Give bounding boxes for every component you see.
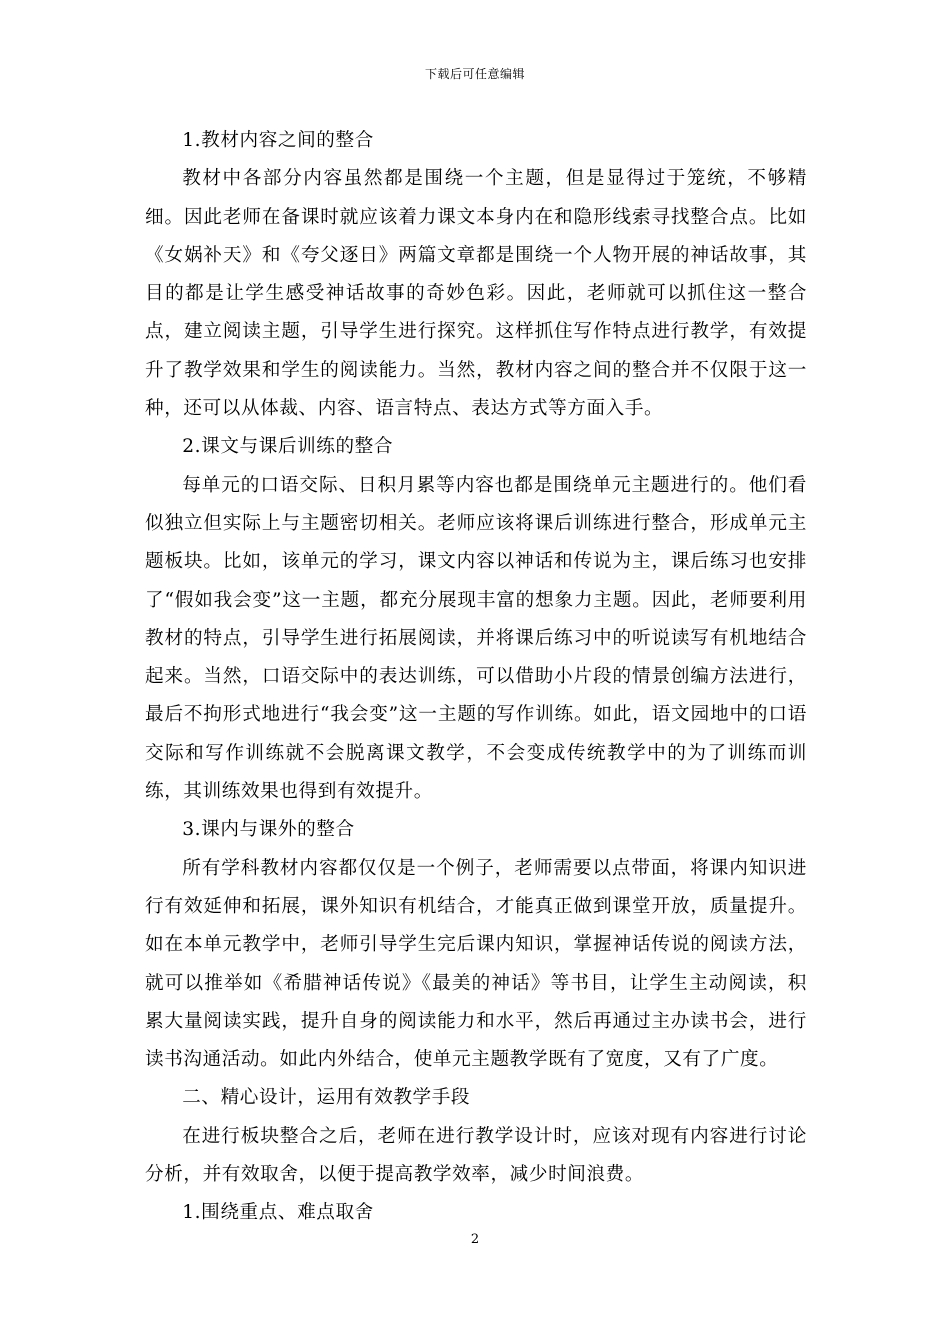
chapter-heading-2: 二、精心设计，运用有效教学手段 xyxy=(182,1087,471,1109)
paragraph-3: 所有学科教材内容都仅仅是一个例子，老师需要以点带面，将课内知识进行有效延伸和拓展，课外知识有机结合，才能真正做到课堂开放，质量提升。如在本单元教学中，老师引导学生完后课内知识，掌握神话传说的阅读方法，就可以推举如《希腊神话传说》《最美的神话》等书目，让学生主动阅读，积累大量阅读实践，提升自身的阅读能力和水平，然后再通过主办读书会，进行读书沟通活动。如此内外结合，使单元主题教学既有了宽度，又有了广度。 xyxy=(145,857,807,1071)
paragraph-2: 每单元的口语交际、日积月累等内容也都是围绕单元主题进行的。他们看似独立但实际上与主题密切相关。老师应该将课后训练进行整合，形成单元主题板块。比如，该单元的学习，课文内容以神话和传说为主，课后练习也安排了“假如我会变”这一主题，都充分展现丰富的想象力主题。因此，老师要利用教材的特点，引导学生进行拓展阅读，并将课后练习中的听说读写有机地结合起来。当然，口语交际中的表达训练，可以借助小片段的情景创编方法进行，最后不拘形式地进行“我会变”这一主题的写作训练。如此，语文园地中的口语交际和写作训练就不会脱离课文教学，不会变成传统教学中的为了训练而训练，其训练效果也得到有效提升。 xyxy=(145,474,807,803)
section-heading-2: 2.课文与课后训练的整合 xyxy=(182,436,394,458)
section-heading-3: 3.课内与课外的整合 xyxy=(182,819,355,841)
page-number: 2 xyxy=(470,1232,480,1247)
paragraph-4: 在进行板块整合之后，老师在进行教学设计时，应该对现有内容进行讨论分析，并有效取舍，以便于提高教学效率，减少时间浪费。 xyxy=(145,1125,807,1186)
paragraph-1: 教材中各部分内容虽然都是围绕一个主题，但是显得过于笼统，不够精细。因此老师在备课时就应该着力课文本身内在和隐形线索寻找整合点。比如《女娲补天》和《夸父逐日》两篇文章都是围绕一个人物开展的神话故事，其目的都是让学生感受神话故事的奇妙色彩。因此，老师就可以抓住这一整合点，建立阅读主题，引导学生进行探究。这样抓住写作特点进行教学，有效提升了教学效果和学生的阅读能力。当然，教材内容之间的整合并不仅限于这一种，还可以从体裁、内容、语言特点、表达方式等方面入手。 xyxy=(145,168,807,420)
page-header: 下载后可任意编辑 xyxy=(424,67,525,81)
document-body xyxy=(145,122,807,1233)
section-heading-1: 1.教材内容之间的整合 xyxy=(182,130,374,151)
section-heading-4: 1.围绕重点、难点取舍 xyxy=(182,1202,374,1224)
